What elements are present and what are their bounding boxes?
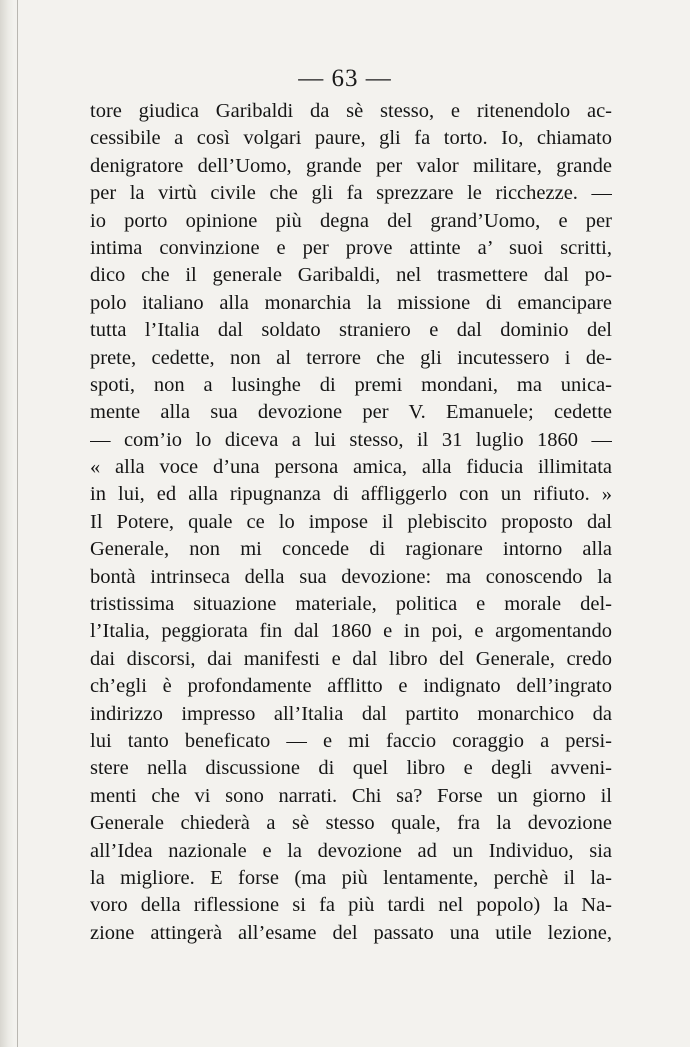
body-text [90,98,612,947]
text-line: « alla voce d’una persona amica, alla fiducia illimitata [90,456,612,479]
text-line: dico che il generale Garibaldi, nel trasmettere dal po- [90,264,612,287]
text-line: all’Idea nazionale e la devozione ad un Individuo, sia [90,839,612,862]
text-line: io porto opinione più degna del grand’Uomo, e per [90,209,612,232]
text-line: tore giudica Garibaldi da sè stesso, e ritenendolo ac- [90,100,612,122]
text-line: voro della riflessione si fa più tardi nel popolo) la Na- [90,894,612,917]
text-line: Il Potere, quale ce lo impose il plebiscito proposto dal [90,510,612,533]
text-line: Generale chiederà a sè stesso quale, fra la devozione [90,812,612,835]
text-line: zione attingerà all’esame del passato una utile lezione, [90,921,612,944]
text-line: l’Italia, peggiorata fin dal 1860 e in poi, e argomentando [90,620,612,643]
text-line: spoti, non a lusinghe di premi mondani, ma unica- [90,373,612,396]
text-line: dai discorsi, dai manifesti e dal libro del Generale, credo [90,647,612,670]
page-binding-edge [17,0,18,1047]
page-binding-shadow [0,0,14,1047]
text-line: Generale, non mi concede di ragionare intorno alla [90,538,612,561]
text-line: la migliore. E forse (ma più lentamente, perchè il la- [90,866,612,889]
text-line: mente alla sua devozione per V. Emanuele; cedette [90,401,612,424]
text-line: cessibile a così volgari paure, gli fa torto. Io, chiamato [90,127,612,150]
text-line: indirizzo impresso all’Italia dal partito monarchico da [90,702,612,725]
text-line: intima convinzione e per prove attinte a’ suoi scritti, [90,236,612,259]
text-line: prete, cedette, non al terrore che gli incutessero i de- [90,346,612,369]
text-line: per la virtù civile che gli fa sprezzare le ricchezze. — [90,182,612,205]
text-line: in lui, ed alla ripugnanza di affliggerlo con un rifiuto. » [90,483,612,506]
text-line: polo italiano alla monarchia la missione di emancipare [90,291,612,314]
text-line: denigratore dell’Uomo, grande per valor militare, grande [90,154,612,177]
text-line: tutta l’Italia dal soldato straniero e dal dominio del [90,319,612,342]
text-line: bontà intrinseca della sua devozione: ma conoscendo la [90,565,612,588]
text-line: lui tanto beneficato — e mi faccio coraggio a persi- [90,729,612,752]
text-line: stere nella discussione di quel libro e degli avveni- [90,757,612,780]
page-number: — 63 — [298,65,392,92]
text-line: — com’io lo diceva a lui stesso, il 31 luglio 1860 — [90,428,612,451]
text-line: menti che vi sono narrati. Chi sa? Forse un giorno il [90,784,612,807]
text-line: ch’egli è profondamente afflitto e indignato dell’ingrato [90,675,612,698]
text-line: tristissima situazione materiale, politica e morale del- [90,593,612,616]
